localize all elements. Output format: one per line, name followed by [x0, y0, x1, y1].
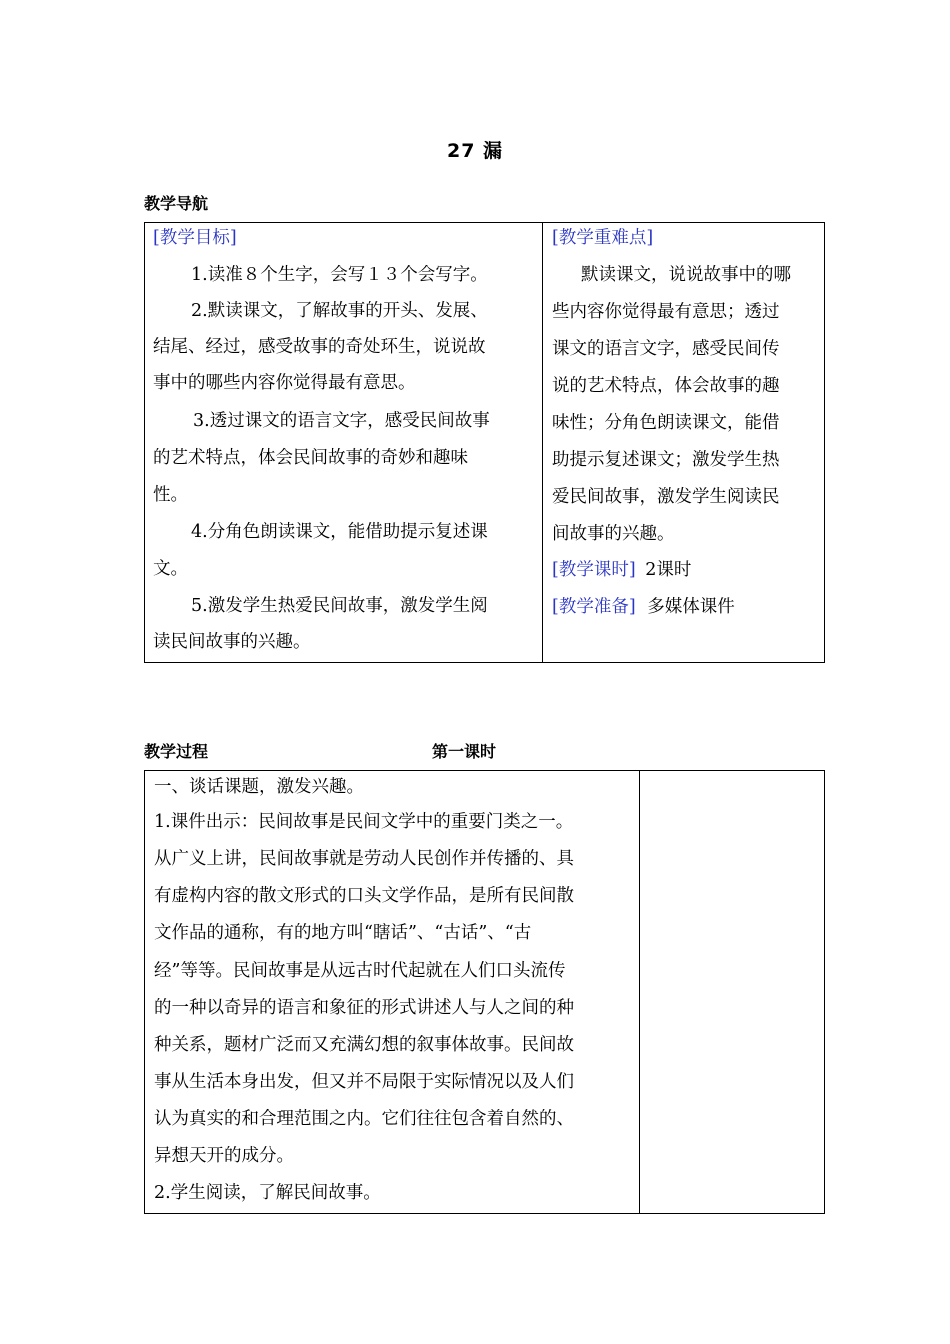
objectives-label: [教学目标]: [153, 228, 237, 248]
objectives-line: 2.默读课文，了解故事的开头、发展、: [191, 301, 488, 321]
objectives-line: 5.激发学生热爱民间故事，激发学生阅: [191, 596, 488, 616]
process-cell: [145, 771, 639, 1213]
objectives-line: 读民间故事的兴趣。: [153, 632, 311, 652]
notes-cell: [640, 771, 824, 1213]
keypoints-label: [教学重难点]: [552, 228, 654, 248]
process-line: 种关系，题材广泛而又充满幻想的叙事体故事。民间故: [154, 1035, 574, 1055]
prep-label: [教学准备]: [552, 597, 636, 617]
keypoints-line: 间故事的兴趣。: [552, 524, 675, 544]
objectives-line: 文。: [153, 559, 188, 579]
process-line: 从广义上讲，民间故事就是劳动人民创作并传播的、具: [154, 849, 574, 869]
keypoints-line: 味性；分角色朗读课文，能借: [552, 413, 780, 433]
prep-row: [552, 596, 735, 618]
process-line: 认为真实的和合理范围之内。它们往往包含着自然的、: [154, 1109, 574, 1129]
process-line: 一、谈话课题，激发兴趣。: [154, 777, 364, 797]
keypoints-line: 课文的语言文字，感受民间传: [552, 339, 780, 359]
objectives-line: 1.读准８个生字，会写１３个会写字。: [191, 265, 488, 285]
objectives-line: 性。: [153, 485, 188, 505]
nav-heading: 教学导航: [144, 194, 209, 213]
process-heading: 教学过程: [144, 742, 209, 761]
prep-value: 多媒体课件: [647, 597, 735, 617]
process-line: 事从生活本身出发，但又并不局限于实际情况以及人们: [154, 1072, 574, 1092]
objectives-line: 结尾、经过，感受故事的奇处环生，说说故: [153, 337, 486, 357]
process-line: 有虚构内容的散文形式的口头文学作品，是所有民间散: [154, 886, 574, 906]
lesson-heading: 第一课时: [432, 742, 497, 761]
keypoints-line: 助提示复述课文；激发学生热: [552, 450, 780, 470]
page-title: 27 漏: [446, 140, 504, 162]
process-table: [144, 770, 825, 1214]
process-line: 2.学生阅读，了解民间故事。: [154, 1183, 381, 1203]
objectives-cell: [145, 223, 542, 662]
keypoints-line: 说的艺术特点，体会故事的趣: [552, 376, 780, 396]
hours-row: [552, 559, 691, 581]
objectives-line: 事中的哪些内容你觉得最有意思。: [153, 373, 416, 393]
process-line: 经”等等。民间故事是从远古时代起就在人们口头流传: [154, 961, 566, 981]
process-line: 1.课件出示：民间故事是民间文学中的重要门类之一。: [154, 812, 574, 832]
process-line: 异想天开的成分。: [154, 1146, 294, 1166]
keypoints-cell: [543, 223, 824, 662]
process-line: 文作品的通称，有的地方叫“瞎话”、“古话”、“古: [154, 923, 532, 943]
keypoints-line: 爱民间故事，激发学生阅读民: [552, 487, 780, 507]
objectives-line: 4.分角色朗读课文，能借助提示复述课: [191, 522, 488, 542]
hours-label: [教学课时]: [552, 560, 636, 580]
keypoints-line: 默读课文，说说故事中的哪: [581, 265, 791, 285]
objectives-line: 的艺术特点，体会民间故事的奇妙和趣味: [153, 448, 468, 468]
keypoints-line: 些内容你觉得最有意思；透过: [552, 302, 780, 322]
objectives-line: 3.透过课文的语言文字，感受民间故事: [193, 411, 490, 431]
nav-table: [144, 222, 825, 663]
hours-value: 2课时: [645, 560, 692, 580]
process-line: 的一种以奇异的语言和象征的形式讲述人与人之间的种: [154, 998, 574, 1018]
